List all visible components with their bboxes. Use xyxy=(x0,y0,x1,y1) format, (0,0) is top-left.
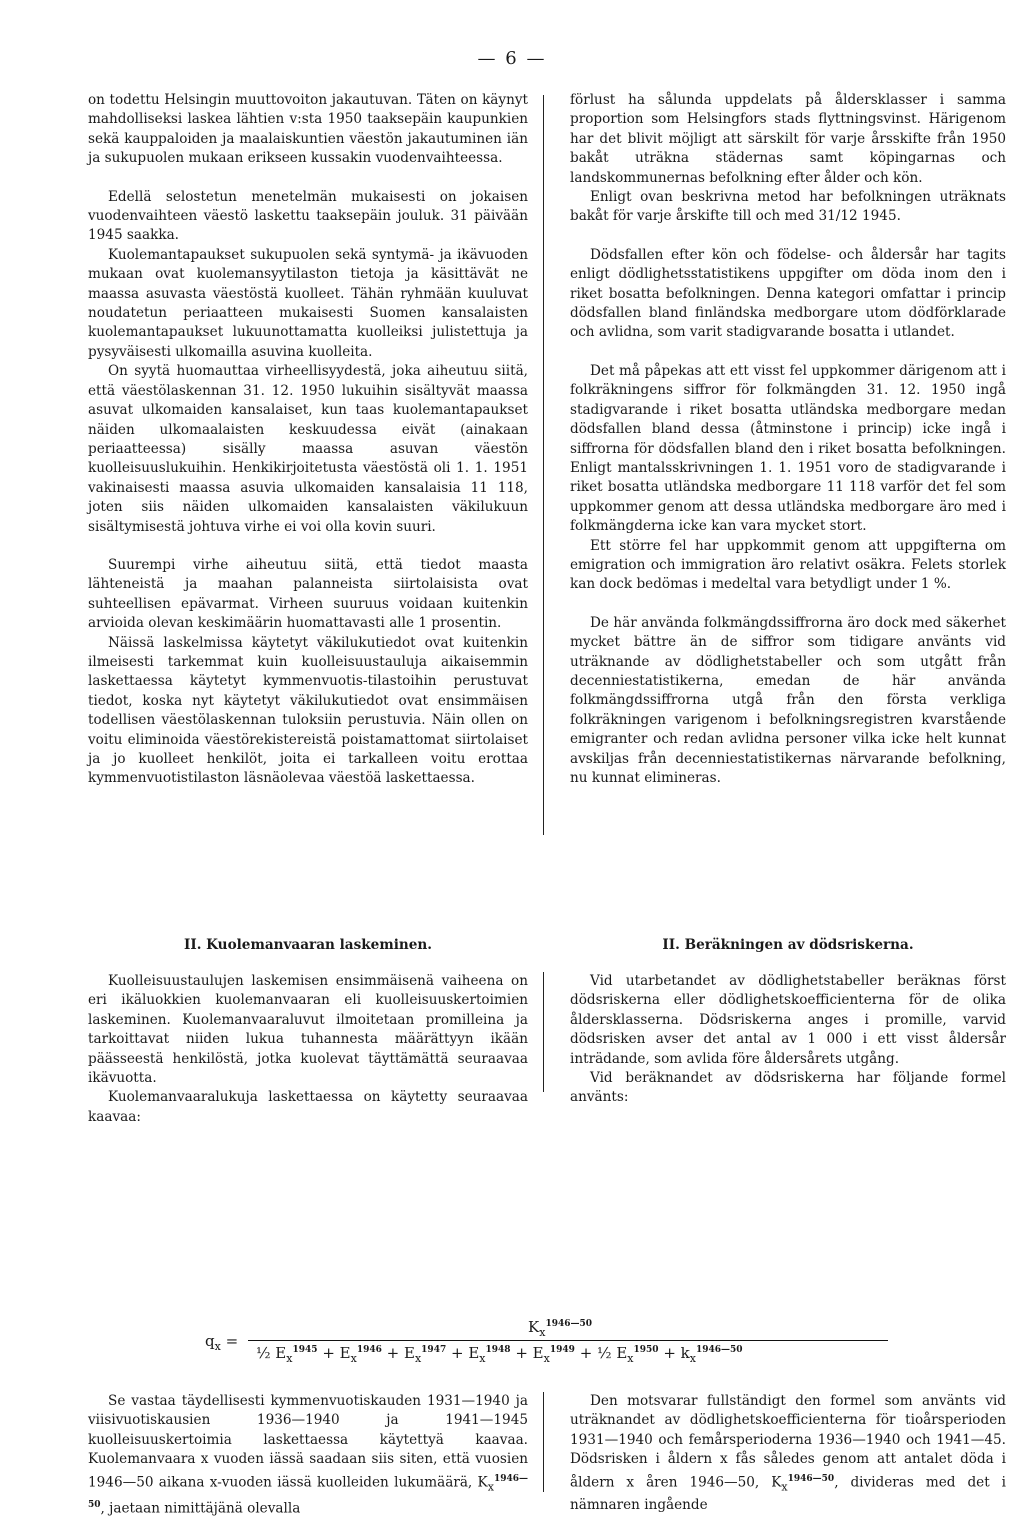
paragraph: Ett större fel har uppkommit genom att uppgifterna om emigration och immigration äro relativt osäkra. Felets storlek kan dock bedömas i medeltal vara betydligt under 1 %. xyxy=(570,537,1006,593)
paragraph: Det må påpekas att ett visst fel uppkommer därigenom att i folkräkningens siffror för folkmängden 31. 12. 1950 ingå stadigvarande i riket bosatta utländska medborgare medan dödsfallen bland dessa (åtminstone i princip) icke ingå i siffrorna för dödsfallen bland den i riket bosatta befolkningen. Enligt mantalsskrivningen 1. 1. 1951 voro de stadigvarande i riket bosatta utländska medborgare 11 118 varför det fel som uppkommer genom att dessa utländska medborgare äro med i folkmängderna icke kan vara mycket stort. xyxy=(570,362,1006,535)
death-risk-formula xyxy=(0,1318,1024,1378)
column-divider xyxy=(543,95,544,835)
column-divider xyxy=(543,972,544,1092)
formula-denominator: ½ $E_x^{1945} + E_x^{1946} + E_x^{1947} + E_x^{1948} + E_x^{1949}$ + ½ $E_x^{1950} + k_x^{1946—50}$ xyxy=(256,1344,743,1365)
section-heading-finnish: II. Kuolemanvaaran laskeminen. xyxy=(183,937,433,953)
paragraph: On syytä huomauttaa virheellisyydestä, joka aiheutuu siitä, että väestölaskennan 31. 12. 1950 lukuihin sisältyvät maassa asuvat ulkomaiden kansalaiset, kun taas kuolemantapaukset näiden ulkomaalaisten keskuudessa eivät (ainakaan periaatteessa) sisälly maassa asuvan väestön kuolleisuuslukuihin. Henkikirjoitetusta väestöstä oli 1. 1. 1951 vakinaisesti maassa asuvia ulkomaiden kansalaisia 11 118, joten siis näiden ulkomaiden kansalaisten väkilukuun sisältymisestä johtuva virhe ei voi olla kovin suuri. xyxy=(88,363,528,535)
paragraph: förlust ha sålunda uppdelats på åldersklasser i samma proportion som Helsingfors stads flyttningsvinst. Härigenom har det blivit möjligt att särskilt för varje årsskifte från 1950 bakåt uträkna städernas samt köpingarnas och landskommunernas befolkning efter ålder och kön. xyxy=(570,92,1006,186)
paragraph: Kuolleisuustaulujen laskemisen ensimmäisenä vaiheena on eri ikäluokkien kuolemanvaaran eli kuolleisuuskertoimien laskeminen. Kuolemanvaaraluvut ilmoitetaan promilleina ja tarkoittavat niiden lukua tuhannesta määrättyyn ikään päässeestä henkilöstä, jotka kuolevat täyttämättä seuraavaa ikävuotta. xyxy=(88,973,528,1087)
paragraph: Dödsfallen efter kön och födelse- och åldersår har tagits enligt dödlighetsstatistikens uppgifter om döda inom den i riket bosatta befolkningen. Denna kategori omfattar i princip dödsfallen bland finländska medborgare utom dödförklarade och avlidna, som varit stadigvarande bosatta i utlandet. xyxy=(570,246,1006,341)
paragraph: Edellä selostetun menetelmän mukaisesti on jokaisen vuodenvaihteen väestö laskettu taaksepäin jouluk. 31 päivään 1945 saakka. xyxy=(88,188,528,244)
paragraph: on todettu Helsingin muuttovoiton jakautuvan. Täten on käynyt mahdolliseksi laskea lähtien v:sta 1950 taaksepäin kaupunkien sekä kauppaloiden ja maalaiskuntien väestön jakautuminen iän ja sukupuolen mukaan erikseen kussakin vuodenvaihteessa. xyxy=(88,92,528,167)
swedish-column-mid xyxy=(570,972,1006,1108)
paragraph: Kuolemanvaaralukuja laskettaessa on käytetty seuraavaa kaavaa: xyxy=(88,1089,528,1125)
paragraph: Enligt ovan beskrivna metod har befolkningen uträknats bakåt för varje årskifte till och med 31/12 1945. xyxy=(570,189,1006,225)
finnish-column-top xyxy=(88,91,528,789)
paragraph: Den motsvarar fullständigt den formel som använts vid uträknandet av dödlighetskoefficienterna för tioårsperioden 1931—1940 och femårsperioderna 1936—1940 och 1941—45. Dödsrisken i åldern x fås således genom att antalet döda i åldern x åren 1946—50, $K_x^{1946—50}$, divideras med det i nämnaren ingående xyxy=(570,1393,1006,1514)
formula-numerator: $K_x^{1946—50}$ xyxy=(528,1318,593,1339)
finnish-column-mid xyxy=(88,972,528,1127)
section-heading-swedish: II. Beräkningen av dödsriskerna. xyxy=(662,937,914,953)
column-divider xyxy=(543,1392,544,1492)
swedish-column-top xyxy=(570,91,1006,788)
paragraph: De här använda folkmängdssiffrorna äro dock med säkerhet mycket bättre än de siffror som tidigare använts vid uträknande av dödlighetstabeller och som utgått från decenniestatistikerna, emedan de här använda folkmängdssiffrorna utgå från den första verkliga folkräkningen varigenom i befolkningsregistren kvarstående emigranter och redan avlidna personer vilka icke helt kunnat avskiljas från decenniestatistikernas närvarande befolkning, nu kunnat elimineras. xyxy=(570,614,1006,786)
paragraph: Suurempi virhe aiheutuu siitä, että tiedot maasta lähteneistä ja maahan palanneista siirtolaisista ovat suhteellisen epävarmat. Virheen suuruus voidaan kuitenkin arvioida olevan keskimäärin huomattavasti alle 1 prosentin. xyxy=(88,556,528,632)
finnish-column-bottom xyxy=(88,1392,528,1519)
paragraph: Se vastaa täydellisesti kymmenvuotiskauden 1931—1940 ja viisivuotiskausien 1936—1940 ja 1941—1945 kuolleisuuskertoimia laskettaessa käytettyä kaavaa. Kuolemanvaara x vuoden iässä saadaan siis siten, että vuosien 1946—50 aikana x-vuoden iässä kuolleiden lukumäärä, $K_x^{1946—50}$, jaetaan nimittäjänä olevalla xyxy=(88,1393,528,1517)
paragraph: Vid utarbetandet av dödlighetstabeller beräknas först dödsriskerna eller dödlighetskoefficienterna för de olika åldersklasserna. Dödsriskerna anges i promille, varvid dödsrisken avser det antal av 1 000 i ett visst åldersår inträdande, som avlida före åldersårets utgång. xyxy=(570,973,1006,1067)
fraction-bar xyxy=(248,1340,888,1341)
paragraph: Näissä laskelmissa käytetyt väkilukutiedot ovat kuitenkin ilmeisesti tarkemmat kuin kuolleisuustauluja aikaisemmin laskettaessa käytetyt kymmenvuotis-tilastoihin perustuvat tiedot, koska nyt käytetyt väkilukutiedot ovat ensimmäisen todellisen väestölaskennan tuloksiin perustuvia. Näin ollen on voitu eliminoida väestörekistereistä poistamattomat siirtolaiset ja jo kuolleet henkilöt, joita ei tarkalleen voitu erottaa kymmenvuotistilaston läsnäolevaa väestöä laskettaessa. xyxy=(88,634,528,787)
formula-lhs: $q_x$ = xyxy=(205,1332,239,1353)
page-number: — 6 — xyxy=(477,48,547,69)
paragraph: Vid beräknandet av dödsriskerna har följande formel använts: xyxy=(570,1070,1006,1106)
swedish-column-bottom xyxy=(570,1392,1006,1516)
paragraph: Kuolemantapaukset sukupuolen sekä syntymä- ja ikävuoden mukaan ovat kuolemansyytilaston tietoja ja käsittävät ne maassa asuvasta väestöstä kuolleet. Tähän ryhmään kuuluvat noudatetun periaatteen mukaisesti Suomen kansalaisten kuolemantapaukset lukuunottamatta kuolleiksi julistettuja ja pysyväisesti ulkomailla asuvina kuolleita. xyxy=(88,246,528,360)
